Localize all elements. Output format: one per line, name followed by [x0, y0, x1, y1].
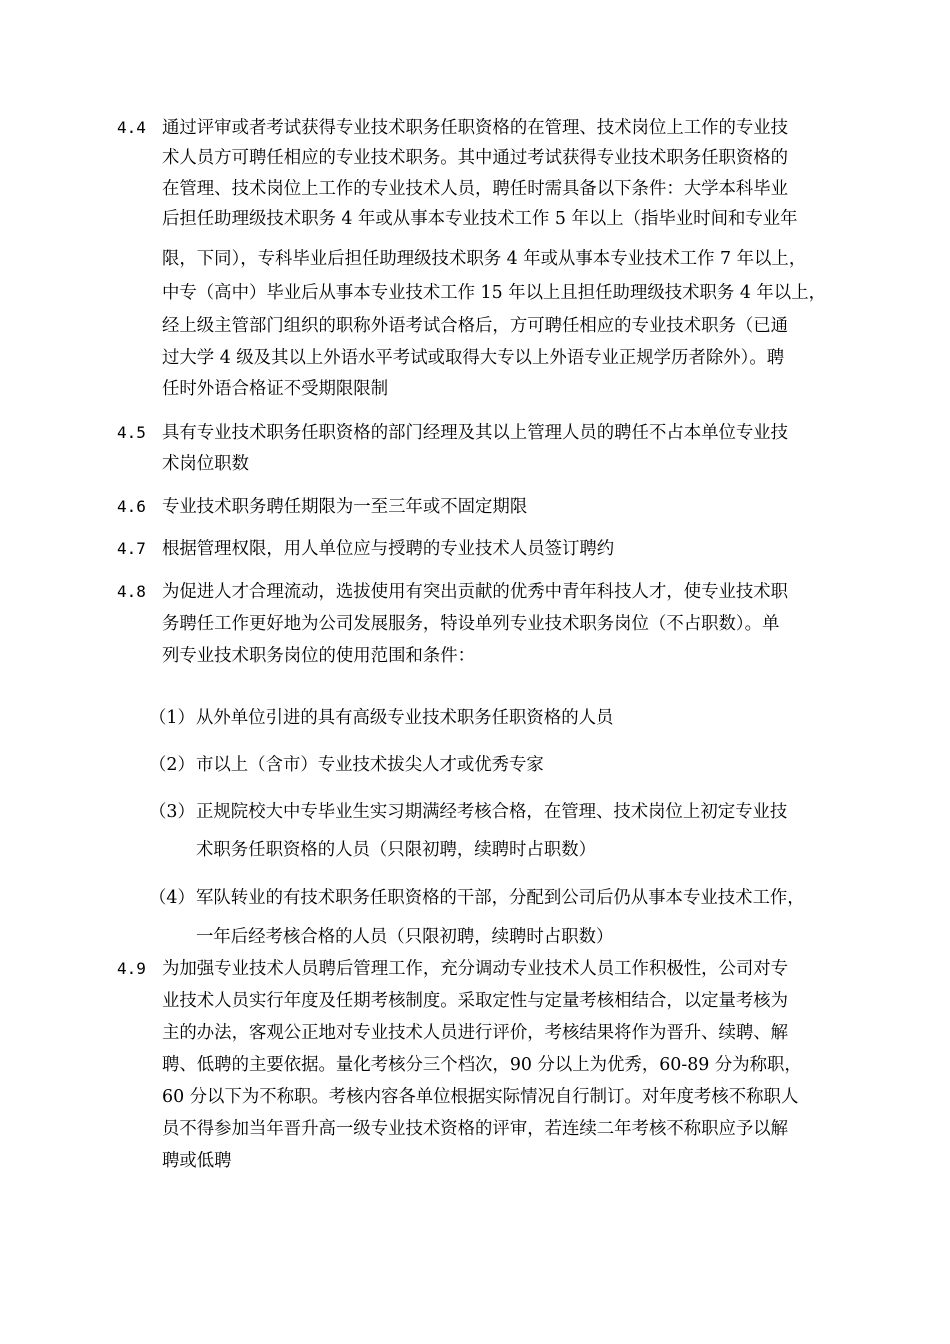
clause-text-line: 为促进人才合理流动，选拔使用有突出贡献的优秀中青年科技人才，使专业技术职: [162, 582, 789, 602]
clause-text-line: 中专（高中）毕业后从事本专业技术工作 15 年以上且担任助理级技术职务 4 年以上，: [162, 283, 826, 303]
clause-text-line: 通过评审或者考试获得专业技术职务任职资格的在管理、技术岗位上工作的专业技: [162, 118, 789, 138]
clause-text-line: 聘或低聘: [162, 1151, 232, 1171]
clause-text-line: 业技术人员实行年度及任期考核制度。采取定性与定量考核相结合，以定量考核为: [162, 991, 789, 1011]
clause-text-line: 术人员方可聘任相应的专业技术职务。其中通过考试获得专业技术职务任职资格的: [162, 148, 789, 168]
list-item-marker: （3）: [149, 802, 195, 822]
clause-text-line: 在管理、技术岗位上工作的专业技术人员，聘任时需具备以下条件：大学本科毕业: [162, 179, 789, 199]
list-item-text: 一年后经考核合格的人员（只限初聘，续聘时占职数）: [196, 927, 614, 947]
clause-text-line: 员不得参加当年晋升高一级专业技术资格的评审，若连续二年考核不称职应予以解: [162, 1119, 789, 1139]
clause-text-line: 任时外语合格证不受期限限制: [162, 379, 389, 399]
clause-text-line: 术岗位职数: [162, 454, 249, 474]
clause-text-line: 列专业技术职务岗位的使用范围和条件：: [162, 646, 476, 666]
clause-text-line: 过大学 4 级及其以上外语水平考试或取得大专以上外语专业正规学历者除外）。聘: [162, 348, 785, 368]
list-item-marker: （1）: [149, 708, 195, 728]
list-item-text: 从外单位引进的具有高级专业技术职务任职资格的人员: [196, 708, 614, 728]
clause-text-line: 为加强专业技术人员聘后管理工作，充分调动专业技术人员工作积极性，公司对专: [162, 959, 789, 979]
clause-number: 4.6: [117, 497, 146, 516]
clause-text-line: 限，下同），专科毕业后担任助理级技术职务 4 年或从事本专业技术工作 7 年以上，: [162, 249, 807, 269]
list-item-text: 市以上（含市）专业技术拔尖人才或优秀专家: [196, 755, 544, 775]
clause-text-line: 具有专业技术职务任职资格的部门经理及其以上管理人员的聘任不占本单位专业技: [162, 423, 789, 443]
clause-number: 4.9: [117, 959, 146, 978]
clause-number: 4.7: [117, 539, 146, 558]
clause-text-line: 主的办法，客观公正地对专业技术人员进行评价，考核结果将作为晋升、续聘、解: [162, 1023, 789, 1043]
clause-number: 4.5: [117, 423, 146, 442]
list-item-text: 军队转业的有技术职务任职资格的干部，分配到公司后仍从事本专业技术工作，: [196, 888, 805, 908]
list-item-marker: （2）: [149, 755, 195, 775]
clause-text-line: 后担任助理级技术职务 4 年或从事本专业技术工作 5 年以上（指毕业时间和专业年: [162, 209, 798, 229]
list-item-marker: （4）: [149, 888, 195, 908]
clause-text-line: 专业技术职务聘任期限为一至三年或不固定期限: [162, 497, 528, 517]
list-item-text: 正规院校大中专毕业生实习期满经考核合格，在管理、技术岗位上初定专业技: [196, 802, 788, 822]
clause-number: 4.8: [117, 582, 146, 601]
clause-text-line: 务聘任工作更好地为公司发展服务，特设单列专业技术职务岗位（不占职数）。单: [162, 614, 780, 634]
clause-text-line: 经上级主管部门组织的职称外语考试合格后，方可聘任相应的专业技术职务（已通: [162, 316, 789, 336]
clause-text-line: 60 分以下为不称职。考核内容各单位根据实际情况自行制订。对年度考核不称职人: [162, 1087, 799, 1107]
clause-number: 4.4: [117, 118, 146, 137]
clause-text-line: 聘、低聘的主要依据。量化考核分三个档次，90 分以上为优秀，60-89 分为称职，: [162, 1055, 802, 1075]
list-item-text: 术职务任职资格的人员（只限初聘，续聘时占职数）: [196, 840, 596, 860]
clause-text-line: 根据管理权限，用人单位应与授聘的专业技术人员签订聘约: [162, 539, 615, 559]
